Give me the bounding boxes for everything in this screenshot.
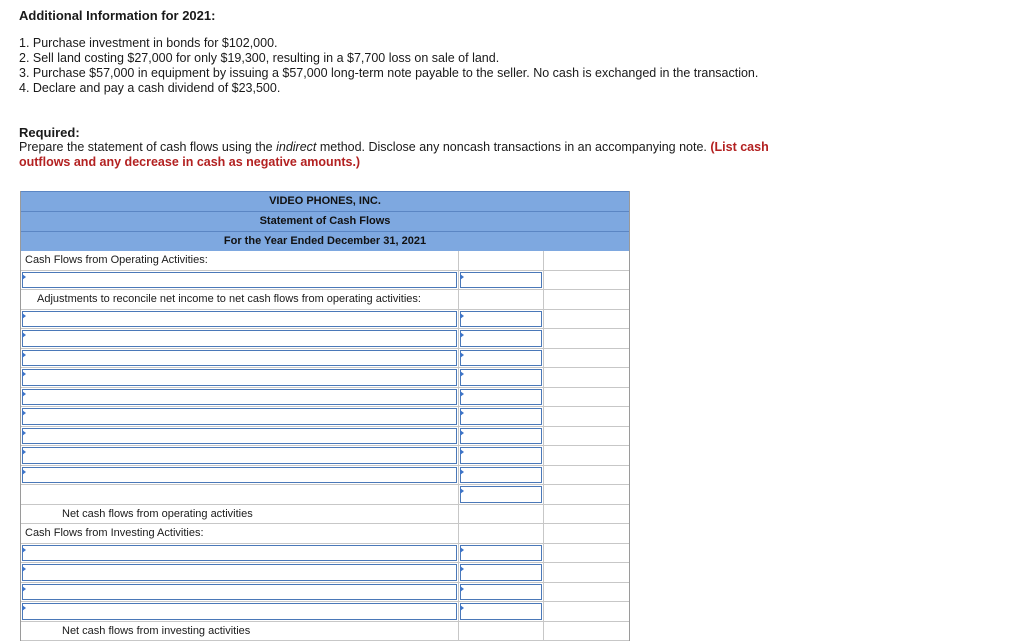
empty-cell xyxy=(459,290,544,309)
label-cell xyxy=(21,446,459,465)
label-dropdown[interactable] xyxy=(22,467,457,484)
input-row xyxy=(21,563,629,583)
statement-title: Statement of Cash Flows xyxy=(21,211,629,231)
net-operating-total-cell xyxy=(544,505,629,524)
label-cell xyxy=(21,349,459,368)
negative-amounts-note: (List cash outflows and any decrease in cash as negative amounts.) xyxy=(19,140,769,169)
total-cell xyxy=(544,407,629,426)
label-cell xyxy=(21,563,459,582)
label-dropdown[interactable] xyxy=(22,545,457,562)
input-row xyxy=(21,446,629,466)
total-cell xyxy=(544,583,629,602)
label-dropdown[interactable] xyxy=(22,311,457,328)
amount-input[interactable] xyxy=(460,584,542,601)
amount-cell xyxy=(459,388,544,407)
additional-info-heading: Additional Information for 2021: xyxy=(19,8,215,23)
empty-cell xyxy=(459,524,544,543)
total-cell xyxy=(544,544,629,563)
amount-cell xyxy=(459,563,544,582)
net-investing-total-cell xyxy=(544,622,629,641)
net-operating-label: Net cash flows from operating activities xyxy=(21,505,459,524)
amount-input[interactable] xyxy=(460,467,542,484)
amount-input[interactable] xyxy=(460,447,542,464)
label-dropdown[interactable] xyxy=(22,350,457,367)
amount-input[interactable] xyxy=(460,428,542,445)
input-row xyxy=(21,544,629,564)
input-row xyxy=(21,329,629,349)
label-cell xyxy=(21,388,459,407)
input-row xyxy=(21,368,629,388)
section-row-investing xyxy=(21,524,629,544)
amount-input[interactable] xyxy=(460,350,542,367)
total-cell xyxy=(544,388,629,407)
amount-cell xyxy=(459,310,544,329)
label-dropdown[interactable] xyxy=(22,330,457,347)
label-dropdown[interactable] xyxy=(22,584,457,601)
amount-cell xyxy=(459,583,544,602)
input-row xyxy=(21,427,629,447)
amount-input[interactable] xyxy=(460,408,542,425)
amount-cell xyxy=(459,368,544,387)
amount-input[interactable] xyxy=(460,603,542,620)
label-dropdown[interactable] xyxy=(22,428,457,445)
label-dropdown[interactable] xyxy=(22,564,457,581)
label-cell xyxy=(21,485,459,504)
amount-input[interactable] xyxy=(460,564,542,581)
info-item: 1. Purchase investment in bonds for $102,000. xyxy=(19,36,758,51)
required-title: Required: xyxy=(19,125,80,140)
amount-input[interactable] xyxy=(460,311,542,328)
required-text-end: method. Disclose any noncash transactions in an accompanying note. xyxy=(316,140,710,154)
amount-input[interactable] xyxy=(460,369,542,386)
required-text xyxy=(19,140,819,170)
label-cell xyxy=(21,466,459,485)
info-item: 4. Declare and pay a cash dividend of $23,500. xyxy=(19,81,758,96)
total-cell xyxy=(544,368,629,387)
input-row xyxy=(21,349,629,369)
net-investing-label: Net cash flows from investing activities xyxy=(21,622,459,641)
empty-cell xyxy=(459,622,544,641)
amount-input[interactable] xyxy=(460,272,542,289)
label-dropdown[interactable] xyxy=(22,272,457,289)
amount-cell xyxy=(459,446,544,465)
amount-cell xyxy=(459,427,544,446)
label-dropdown[interactable] xyxy=(22,447,457,464)
label-dropdown[interactable] xyxy=(22,603,457,620)
amount-cell xyxy=(459,466,544,485)
label-cell xyxy=(21,329,459,348)
info-item: 2. Sell land costing $27,000 for only $19,300, resulting in a $7,700 loss on sale of land. xyxy=(19,51,758,66)
net-investing-row xyxy=(21,622,629,641)
label-cell xyxy=(21,310,459,329)
amount-input[interactable] xyxy=(460,389,542,406)
input-row-blank-label xyxy=(21,485,629,505)
empty-cell xyxy=(459,251,544,270)
label-dropdown[interactable] xyxy=(22,408,457,425)
statement-period: For the Year Ended December 31, 2021 xyxy=(21,231,629,251)
input-row xyxy=(21,583,629,603)
input-row xyxy=(21,466,629,486)
amount-cell xyxy=(459,485,544,504)
operating-label: Cash Flows from Operating Activities: xyxy=(21,251,459,270)
section-row-operating xyxy=(21,251,629,271)
label-dropdown[interactable] xyxy=(22,369,457,386)
empty-cell xyxy=(544,524,629,543)
info-item: 3. Purchase $57,000 in equipment by issuing a $57,000 long-term note payable to the seller. No cash is exchanged in the transaction. xyxy=(19,66,758,81)
amount-cell xyxy=(459,329,544,348)
required-text-italic: indirect xyxy=(276,140,316,154)
amount-input[interactable] xyxy=(460,545,542,562)
required-text-start: Prepare the statement of cash flows using the xyxy=(19,140,276,154)
input-row xyxy=(21,271,629,291)
label-dropdown[interactable] xyxy=(22,389,457,406)
input-row xyxy=(21,388,629,408)
amount-cell xyxy=(459,544,544,563)
empty-cell xyxy=(459,505,544,524)
total-cell xyxy=(544,427,629,446)
total-cell xyxy=(544,563,629,582)
adjustments-label: Adjustments to reconcile net income to net cash flows from operating activities: xyxy=(21,290,459,309)
amount-cell xyxy=(459,271,544,290)
total-cell xyxy=(544,466,629,485)
amount-cell xyxy=(459,407,544,426)
additional-info-list xyxy=(19,36,758,96)
input-row xyxy=(21,310,629,330)
label-cell xyxy=(21,407,459,426)
total-cell xyxy=(544,310,629,329)
amount-cell xyxy=(459,602,544,621)
input-row xyxy=(21,407,629,427)
label-cell xyxy=(21,583,459,602)
total-cell xyxy=(544,485,629,504)
total-cell xyxy=(544,349,629,368)
total-cell xyxy=(544,271,629,290)
empty-cell xyxy=(544,251,629,270)
label-cell xyxy=(21,427,459,446)
total-cell xyxy=(544,602,629,621)
cash-flow-statement xyxy=(20,191,630,641)
empty-cell xyxy=(544,290,629,309)
label-cell xyxy=(21,368,459,387)
input-row xyxy=(21,602,629,622)
amount-cell xyxy=(459,349,544,368)
total-cell xyxy=(544,446,629,465)
total-cell xyxy=(544,329,629,348)
investing-label: Cash Flows from Investing Activities: xyxy=(21,524,459,543)
label-cell xyxy=(21,544,459,563)
amount-input[interactable] xyxy=(460,330,542,347)
label-cell xyxy=(21,271,459,290)
company-name: VIDEO PHONES, INC. xyxy=(21,191,629,211)
label-cell xyxy=(21,602,459,621)
net-operating-row xyxy=(21,505,629,525)
section-row-adjustments xyxy=(21,290,629,310)
amount-input[interactable] xyxy=(460,486,542,503)
